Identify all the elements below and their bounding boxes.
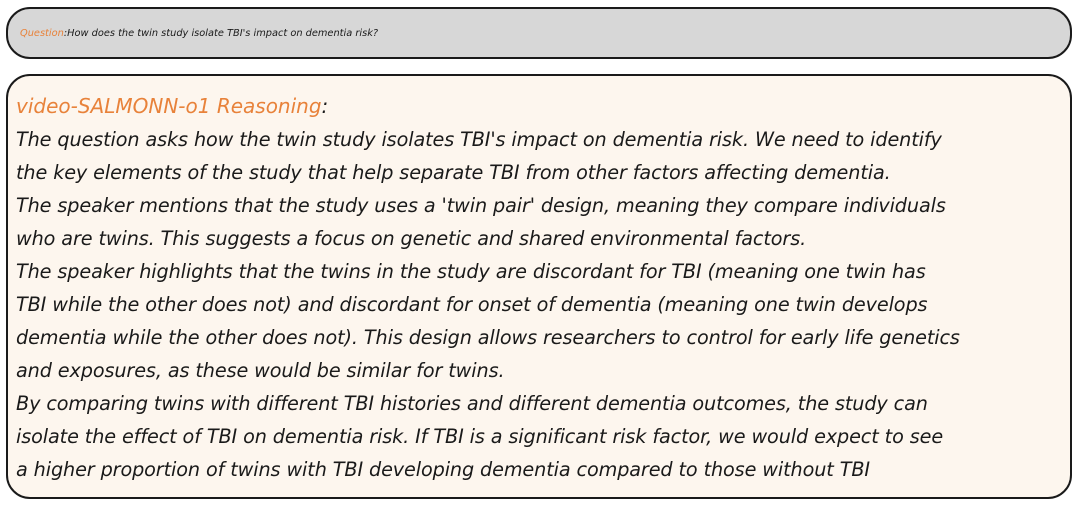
answer-line: The speaker mentions that the study uses a 'twin pair' design, meaning they compare individuals	[16, 194, 946, 217]
answer-line: The speaker highlights that the twins in the study are discordant for TBI (meaning one twin has	[16, 260, 926, 283]
answer-header	[16, 90, 1062, 123]
answer-separator: :	[321, 94, 329, 118]
answer-line: who are twins. This suggests a focus on genetic and shared environmental factors.	[16, 227, 807, 250]
answer-line: and exposures, as these would be similar for twins.	[16, 359, 505, 382]
answer-line: isolate the effect of TBI on dementia risk. If TBI is a significant risk factor, we would expect to see	[16, 425, 944, 448]
answer-line: a higher proportion of twins with TBI developing dementia compared to those without TBI	[16, 458, 870, 481]
answer-line: The question asks how the twin study isolates TBI's impact on dementia risk. We need to identify	[16, 128, 942, 151]
answer-label: video-SALMONN-o1 Reasoning	[16, 94, 322, 118]
answer-line: By comparing twins with different TBI histories and different dementia outcomes, the study can	[16, 392, 928, 415]
answer-line: the key elements of the study that help separate TBI from other factors affecting dementia.	[16, 161, 891, 184]
question-separator: :	[63, 27, 68, 39]
question-box	[6, 7, 1072, 59]
answer-box	[6, 74, 1072, 499]
answer-line: TBI while the other does not) and discordant for onset of dementia (meaning one twin develops	[16, 293, 928, 316]
answer-line: dementia while the other does not). This design allows researchers to control for early life genetics	[16, 326, 960, 349]
question-label: Question	[20, 27, 64, 39]
question-text: How does the twin study isolate TBI's impact on dementia risk?	[67, 27, 379, 39]
